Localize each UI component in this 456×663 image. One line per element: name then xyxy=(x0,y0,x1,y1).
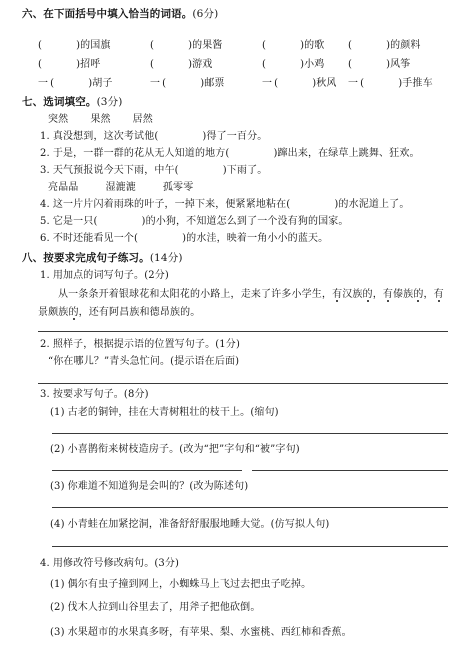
measure-prefix: 一 xyxy=(38,78,49,89)
paren-open: ( xyxy=(262,40,267,51)
item-text-before: 天气预报说今天下雨，中午 xyxy=(52,165,175,176)
sub-item-text: 伐木人拉到山谷里去了，用斧子把他砍倒。 xyxy=(67,602,261,613)
fill-item-word: 胡子 xyxy=(92,78,113,89)
item-text-before: 不时还能看见一个 xyxy=(52,233,135,244)
fill-item-word: 手推车 xyxy=(402,78,433,89)
question-number: 2. xyxy=(40,339,50,350)
item-text-before: 它是一只 xyxy=(52,216,94,227)
sentence-segment: ， xyxy=(423,289,434,300)
sub-item-text: 小青蛙在加紧挖洞，准备舒舒服服地睡大觉。(仿写拟人句) xyxy=(67,519,330,530)
answer-line xyxy=(52,470,242,471)
item-number: 5. xyxy=(40,216,50,227)
paren-open: ( xyxy=(274,78,279,89)
item-number: 3. xyxy=(40,165,50,176)
sub-item-text: 小喜鹊衔来树枝造房子。(改为“把”字句和“被”字句) xyxy=(67,444,300,455)
section-7-heading xyxy=(22,95,123,109)
paren-close: ) xyxy=(76,59,81,70)
fill-item xyxy=(38,58,100,72)
item-number: 1. xyxy=(40,131,50,142)
sentence-segment: 从一条条开着银球花和太阳花的小路上，走来了许多小学生， xyxy=(58,289,333,300)
fill-item-word: 的颜料 xyxy=(390,40,421,51)
sub-item-number: (2) xyxy=(50,602,65,613)
item-text-after: 得了一百分。 xyxy=(206,131,268,142)
paren-close: ) xyxy=(141,216,146,227)
sub-item-text: 你难道不知道狗是会叫的？(改为陈述句) xyxy=(67,481,249,492)
sentence-segment: 的 xyxy=(68,307,79,318)
question-text: 照样子，根据提示语的位置写句子。(1分) xyxy=(52,339,241,350)
paren-close: ) xyxy=(386,40,391,51)
fill-item xyxy=(38,39,111,53)
answer-line xyxy=(252,470,448,471)
question-number: 3. xyxy=(40,389,50,400)
paren-open: ( xyxy=(360,78,365,89)
sub-item-text: 古老的铜钟，挂在大青树粗壮的枝干上。(缩句) xyxy=(67,407,279,418)
paren-open: ( xyxy=(162,78,167,89)
fill-item xyxy=(262,58,324,72)
question-text: 用修改符号修改病句。(3分) xyxy=(52,558,180,569)
paren-close: ) xyxy=(300,40,305,51)
paren-open: ( xyxy=(150,40,155,51)
item-text-after: 下雨了。 xyxy=(226,165,268,176)
question-3 xyxy=(40,388,149,402)
paren-close: ) xyxy=(386,59,391,70)
sentence-segment: 傣族 xyxy=(393,289,414,300)
paren-open: ( xyxy=(262,59,267,70)
choose-word-item-2 xyxy=(40,147,420,161)
section-7-score: (3分) xyxy=(96,96,123,108)
sentence-segment: ， xyxy=(372,289,383,300)
question-2 xyxy=(40,338,240,352)
sub-item-number: (1) xyxy=(50,407,65,418)
correction-item-1 xyxy=(50,578,311,592)
rewrite-item-3 xyxy=(50,480,248,494)
rewrite-item-2 xyxy=(50,443,300,457)
fill-item xyxy=(348,39,421,53)
paren-close: ) xyxy=(312,78,317,89)
paren-open: ( xyxy=(38,40,43,51)
fill-item-word: 风筝 xyxy=(390,59,411,70)
fill-item-word: 邮票 xyxy=(204,78,225,89)
sentence-segment: 有 xyxy=(382,289,393,300)
section-7-title: 七、选词填空。 xyxy=(22,96,97,108)
measure-prefix: 一 xyxy=(262,78,273,89)
sub-item-number: (3) xyxy=(50,481,65,492)
paren-open: ( xyxy=(286,199,291,210)
example-quote xyxy=(48,355,239,369)
fill-item xyxy=(348,77,433,91)
correction-item-3 xyxy=(50,626,352,640)
sentence-segment: 的 xyxy=(362,289,373,300)
word-bank-word: 突然 xyxy=(48,114,69,125)
paren-close: ) xyxy=(273,148,278,159)
paren-open: ( xyxy=(50,78,55,89)
word-bank-1 xyxy=(48,113,153,127)
paren-open: ( xyxy=(225,148,230,159)
paren-close: ) xyxy=(222,165,227,176)
answer-line xyxy=(38,383,448,384)
sub-item-number: (4) xyxy=(50,519,65,530)
paren-close: ) xyxy=(200,78,205,89)
item-text-before: 这一片片闪着雨珠的叶子，一掉下来，便紧紧地粘在 xyxy=(52,199,287,210)
item-text-after: 的水泥道上了。 xyxy=(338,199,410,210)
measure-prefix: 一 xyxy=(150,78,161,89)
section-8-title: 八、按要求完成句子练习。 xyxy=(22,252,150,264)
measure-prefix: 一 xyxy=(348,78,359,89)
fill-item xyxy=(262,39,324,53)
fill-item-word: 秋风 xyxy=(316,78,337,89)
item-text-after: 的水洼，映着一角小小的蓝天。 xyxy=(186,233,329,244)
item-text-after: 的小狗，不知道怎么到了一个没有狗的国家。 xyxy=(145,216,349,227)
question-1 xyxy=(40,269,169,283)
paren-close: ) xyxy=(188,59,193,70)
paren-open: ( xyxy=(93,216,98,227)
question-number: 1. xyxy=(40,270,50,281)
question-4 xyxy=(40,557,179,571)
sub-item-text: 偶尔有虫子撞到网上，小蜘蛛马上飞过去把虫子吃掉。 xyxy=(67,579,312,590)
fill-item xyxy=(348,58,410,72)
fill-item xyxy=(38,77,113,91)
word-bank-word: 居然 xyxy=(132,114,153,125)
section-8-heading xyxy=(22,251,183,265)
item-number: 6. xyxy=(40,233,50,244)
fill-item-word: 小鸡 xyxy=(304,59,325,70)
sub-item-number: (3) xyxy=(50,627,65,638)
paren-close: ) xyxy=(300,59,305,70)
example-sentence xyxy=(38,286,448,322)
fill-item xyxy=(150,58,212,72)
choose-word-item-4 xyxy=(40,198,409,212)
example-quote-text: “你在哪儿？”青头急忙问。(提示语在后面) xyxy=(48,356,240,367)
sentence-segment: 景颇族 xyxy=(38,307,69,318)
answer-line xyxy=(52,433,448,434)
word-bank-2 xyxy=(48,181,193,195)
paren-close: ) xyxy=(88,78,93,89)
fill-item-word: 游戏 xyxy=(192,59,213,70)
fill-item-word: 的果酱 xyxy=(192,40,223,51)
fill-item xyxy=(262,77,337,91)
sentence-segment: 汉族 xyxy=(342,289,363,300)
sentence-segment: 的 xyxy=(413,289,424,300)
sentence-segment: ，还有阿昌族和德昂族的。 xyxy=(78,307,201,318)
section-6-heading xyxy=(22,7,218,21)
sentence-segment: 有 xyxy=(433,289,444,300)
paren-open: ( xyxy=(150,59,155,70)
sub-item-number: (1) xyxy=(50,579,65,590)
paren-close: ) xyxy=(202,131,207,142)
question-text: 用加点的词写句子。(2分) xyxy=(52,270,169,281)
paren-close: ) xyxy=(398,78,403,89)
item-text-after: 蹿出来，在绿草上跳舞、狂欢。 xyxy=(277,148,420,159)
paren-open: ( xyxy=(38,59,43,70)
paren-open: ( xyxy=(174,165,179,176)
answer-line xyxy=(52,546,448,547)
answer-line xyxy=(38,331,448,332)
fill-item xyxy=(150,77,225,91)
section-6-score: (6分) xyxy=(192,8,219,20)
answer-line xyxy=(52,507,448,508)
section-8-score: (14分) xyxy=(149,252,183,264)
fill-item-word: 招呼 xyxy=(80,59,101,70)
sub-item-text: 水果超市的水果真多呀，有苹果、梨、水蜜桃、西红柿和香蕉。 xyxy=(67,627,352,638)
choose-word-item-3 xyxy=(40,164,267,178)
question-number: 4. xyxy=(40,558,50,569)
fill-item xyxy=(150,39,223,53)
paren-open: ( xyxy=(154,131,159,142)
paren-close: ) xyxy=(188,40,193,51)
rewrite-item-4 xyxy=(50,518,329,532)
fill-item-word: 的歌 xyxy=(304,40,325,51)
fill-item-word: 的国旗 xyxy=(80,40,111,51)
rewrite-item-1 xyxy=(50,406,279,420)
question-text: 按要求写句子。(8分) xyxy=(52,389,149,400)
word-bank-word: 亮晶晶 xyxy=(48,182,79,193)
word-bank-word: 果然 xyxy=(90,114,111,125)
paren-close: ) xyxy=(76,40,81,51)
item-number: 4. xyxy=(40,199,50,210)
paren-open: ( xyxy=(348,40,353,51)
section-6-title: 六、在下面括号中填入恰当的词语。 xyxy=(22,8,193,20)
word-bank-word: 孤零零 xyxy=(162,182,194,193)
sub-item-number: (2) xyxy=(50,444,65,455)
item-text-before: 真没想到，这次考试他 xyxy=(52,131,155,142)
paren-close: ) xyxy=(334,199,339,210)
paren-open: ( xyxy=(348,59,353,70)
item-text-before: 于是，一群一群的花从无人知道的地方 xyxy=(52,148,226,159)
item-number: 2. xyxy=(40,148,50,159)
paren-close: ) xyxy=(182,233,187,244)
paren-open: ( xyxy=(134,233,139,244)
choose-word-item-5 xyxy=(40,215,349,229)
correction-item-2 xyxy=(50,601,260,615)
choose-word-item-6 xyxy=(40,232,328,246)
sentence-segment: 有 xyxy=(332,289,343,300)
word-bank-word: 湿漉漉 xyxy=(105,182,136,193)
choose-word-item-1 xyxy=(40,130,267,144)
